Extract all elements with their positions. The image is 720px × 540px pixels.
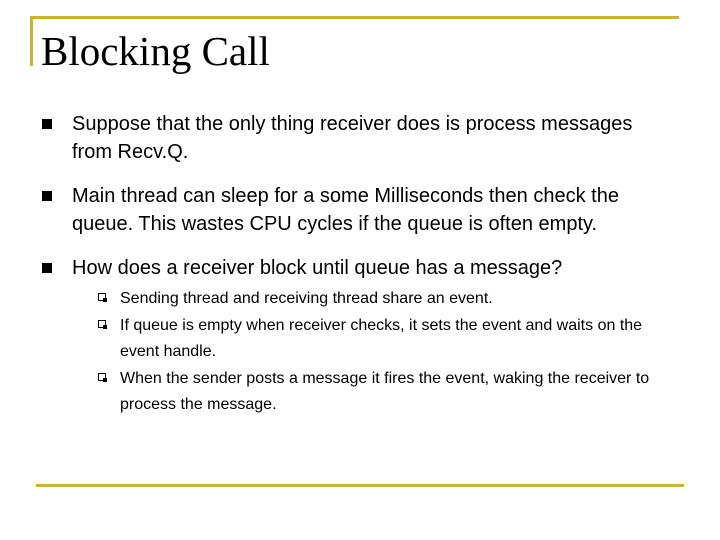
- bullet-item: [34, 110, 674, 166]
- shadowed-square-bullet-icon: [98, 320, 106, 328]
- slide-title: Blocking Call: [41, 28, 270, 74]
- shadowed-square-bullet-icon: [98, 373, 106, 381]
- bottom-rule: [36, 484, 684, 487]
- title-frame-left-rule: [30, 16, 33, 66]
- bullet-text: Suppose that the only thing receiver does is process messages from Recv.Q.: [72, 113, 633, 163]
- bullet-item: [34, 182, 674, 238]
- sub-bullet-text: Sending thread and receiving thread share an event.: [120, 290, 493, 307]
- square-bullet-icon: [42, 263, 52, 273]
- square-bullet-icon: [42, 191, 52, 201]
- bullet-text: How does a receiver block until queue has a message?: [72, 257, 563, 279]
- bullet-list: [34, 110, 674, 434]
- bullet-text: Main thread can sleep for a some Milliseconds then check the queue. This wastes CPU cycles if the queue is often empty.: [72, 185, 619, 235]
- title-frame-top-rule: [30, 16, 679, 19]
- sub-bullet-item: [96, 286, 674, 312]
- sub-bullet-text: When the sender posts a message it fires the event, waking the receiver to process the message.: [120, 370, 650, 413]
- sub-bullet-item: [96, 366, 674, 418]
- square-bullet-icon: [42, 119, 52, 129]
- sub-bullet-list: [72, 286, 674, 418]
- sub-bullet-text: If queue is empty when receiver checks, it sets the event and waits on the event handle.: [120, 317, 643, 360]
- shadowed-square-bullet-icon: [98, 293, 106, 301]
- sub-bullet-item: [96, 313, 674, 365]
- bullet-item: [34, 254, 674, 418]
